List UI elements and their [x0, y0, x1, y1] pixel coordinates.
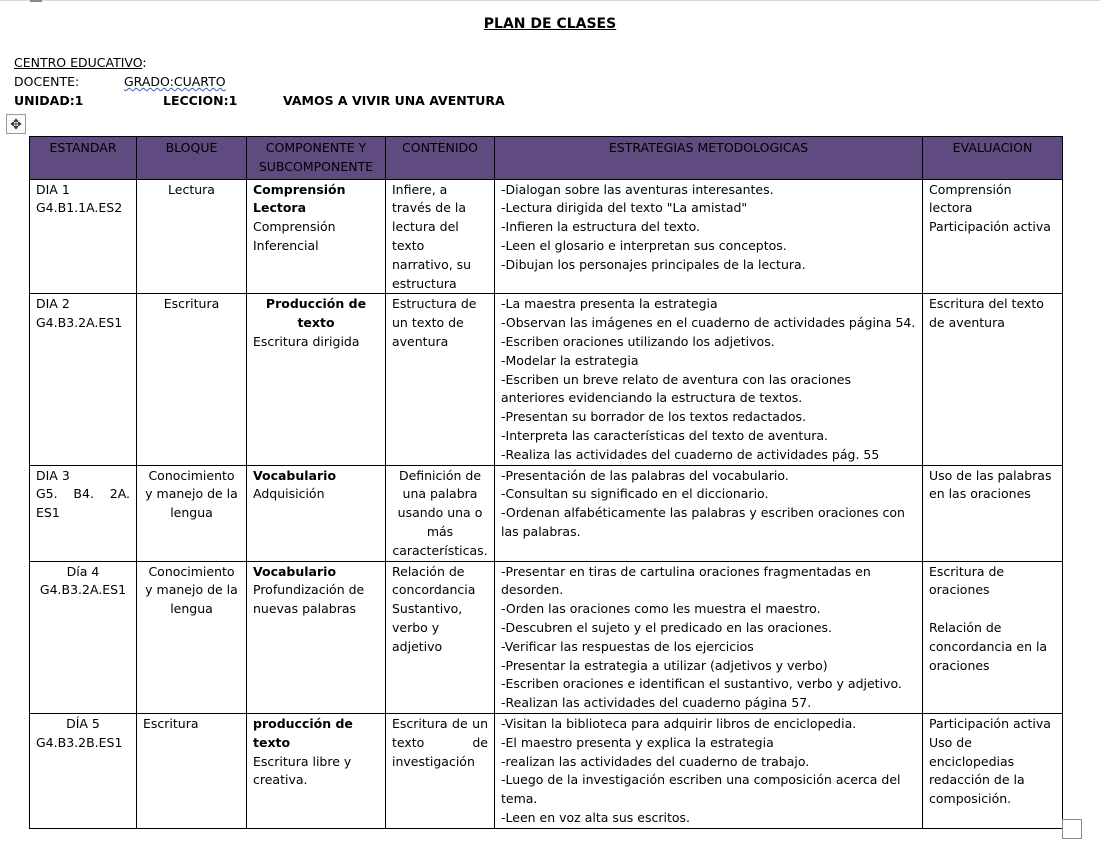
subcomponente-name: Escritura dirigida: [253, 333, 360, 349]
header-docente-label: DOCENTE:: [14, 74, 80, 89]
evaluacion-item: redacción de la composición.: [929, 772, 1025, 807]
estrategias-cell: [495, 179, 923, 294]
componente-name: producción de texto: [253, 715, 353, 750]
componente-name: Vocabulario: [253, 563, 337, 579]
estrategia-item: -Visitan la biblioteca para adquirir libros de enciclopedia.: [501, 715, 857, 731]
dia-label: DÍA 5: [66, 715, 100, 731]
col-header-bloque: BLOQUE: [137, 137, 247, 180]
evaluacion-cell: [923, 713, 1063, 828]
componente-name: Comprensión Lectora: [253, 181, 346, 216]
header-leccion: LECCION:1: [163, 93, 238, 108]
componente-cell: [247, 465, 386, 561]
table-header-row: [30, 137, 1063, 180]
estrategia-item: -Presentan su borrador de los textos redactados.: [501, 409, 807, 425]
contenido-cell: Estructura de un texto de aventura: [386, 294, 495, 465]
evaluacion-item: Participación activa: [929, 715, 1051, 731]
estandar-cell: [30, 179, 137, 294]
evaluacion-item: Escritura de oraciones: [929, 563, 1005, 598]
evaluacion-item: Comprensión lectora: [929, 181, 1012, 216]
subcomponente-name: Comprensión Inferencial: [253, 219, 336, 253]
estrategias-cell: [495, 713, 923, 828]
estandar-cell: [30, 713, 137, 828]
estrategia-item: -Lectura dirigida del texto "La amistad": [501, 200, 748, 216]
estrategias-cell: [495, 561, 923, 713]
evaluacion-cell: [923, 179, 1063, 294]
estrategia-item: -El maestro presenta y explica la estrategia: [501, 734, 774, 750]
dia-label: Día 4: [66, 563, 100, 579]
componente-cell: [247, 179, 386, 294]
header-leccion-title: VAMOS A VIVIR UNA AVENTURA: [283, 93, 505, 108]
estrategia-item: -Interpreta las características del texto de aventura.: [501, 427, 829, 443]
bloque-cell: Conocimiento y manejo de la lengua: [137, 561, 247, 713]
header-centro: CENTRO EDUCATIVO:: [14, 55, 147, 70]
evaluacion-item: Uso de las palabras en las oraciones: [929, 467, 1052, 502]
table-resize-handle[interactable]: [1062, 819, 1082, 839]
estandar-cell: [30, 561, 137, 713]
evaluacion-item: Uso de enciclopedias: [929, 734, 1015, 769]
estrategia-item: -Luego de la investigación escriben una composición acerca del tema.: [501, 772, 901, 807]
estrategia-item: -Infieren la estructura del texto.: [501, 219, 701, 235]
componente-cell: [247, 713, 386, 828]
estrategia-item: -realizan las actividades del cuaderno de trabajo.: [501, 753, 810, 769]
contenido-cell: Escritura de un texto de investigación: [386, 713, 495, 828]
col-header-estrategias: ESTRATEGIAS METODOLOGICAS: [495, 137, 923, 180]
estrategia-item: -Realiza las actividades del cuaderno de actividades pág. 55: [501, 446, 880, 462]
bloque-cell: Escritura: [137, 294, 247, 465]
col-header-componente: COMPONENTE Y SUBCOMPONENTE: [247, 137, 386, 180]
page-title: PLAN DE CLASES: [483, 16, 617, 32]
estandar-code: G4.B3.2A.ES1: [39, 582, 127, 598]
col-header-evaluacion: EVALUACION: [923, 137, 1063, 180]
estrategia-item: -Leen el glosario e interpretan sus conceptos.: [501, 237, 787, 253]
estrategia-item: -Escriben un breve relato de aventura con las oraciones anteriores evidenciando la estructura de textos.: [501, 371, 851, 406]
table-row: [30, 713, 1063, 828]
table-row: [30, 561, 1063, 713]
componente-name: Vocabulario: [253, 467, 337, 483]
estrategia-item: -Presentar en tiras de cartulina oraciones fragmentadas en desorden.: [501, 563, 871, 598]
evaluacion-item: Escritura del texto de aventura: [929, 296, 1044, 331]
estandar-code: G4.B3.2B.ES1: [36, 734, 123, 750]
col-header-estandar: ESTANDAR: [30, 137, 137, 180]
ruler-marker: [30, 0, 42, 2]
bloque-cell: Lectura: [137, 179, 247, 294]
estrategia-item: -Presentar la estrategia a utilizar (adjetivos y verbo): [501, 657, 828, 673]
estrategia-item: -Ordenan alfabéticamente las palabras y escriben oraciones con las palabras.: [501, 505, 905, 539]
evaluacion-cell: [923, 294, 1063, 465]
evaluacion-item: Participación activa: [929, 219, 1051, 235]
subcomponente-name: Adquisición: [253, 486, 325, 502]
estrategia-item: -Presentación de las palabras del vocabulario.: [501, 467, 789, 483]
subcomponente-name: Profundización de nuevas palabras: [253, 582, 365, 617]
subcomponente-name: Escritura libre y creativa.: [253, 753, 352, 788]
contenido-cell: Infiere, a través de la lectura del texto narrativo, su estructura: [386, 179, 495, 294]
estrategia-item: -Descubren el sujeto y el predicado en las oraciones.: [501, 619, 833, 635]
estrategias-cell: [495, 465, 923, 561]
lesson-plan-table: [29, 136, 1063, 829]
table-row: [30, 465, 1063, 561]
table-move-handle-icon[interactable]: ✥: [6, 114, 26, 134]
estrategia-item: -Observan las imágenes en el cuaderno de actividades página 54.: [501, 315, 916, 331]
estrategia-item: -Consultan su significado en el diccionario.: [501, 486, 769, 502]
estrategia-item: -La maestra presenta la estrategia: [501, 296, 718, 312]
estandar-code: G5. B4. 2A. ES1: [36, 486, 134, 521]
estrategia-item: -Escriben oraciones utilizando los adjetivos.: [501, 333, 775, 349]
dia-label: DIA 2: [36, 296, 70, 312]
estrategia-item: -Realizan las actividades del cuaderno página 57.: [501, 695, 812, 711]
estrategia-item: -Leen en voz alta sus escritos.: [501, 809, 691, 825]
evaluacion-cell: [923, 561, 1063, 713]
componente-name: Producción de texto: [265, 296, 367, 331]
estrategia-item: -Verificar las respuestas de los ejercicios: [501, 638, 754, 654]
col-header-contenido: CONTENIDO: [386, 137, 495, 180]
estandar-cell: [30, 294, 137, 465]
estandar-cell: [30, 465, 137, 561]
contenido-cell: Relación de concordancia Sustantivo, verbo y adjetivo: [386, 561, 495, 713]
componente-cell: [247, 294, 386, 465]
estrategia-item: -Escriben oraciones e identifican el sustantivo, verbo y adjetivo.: [501, 676, 902, 692]
estrategia-item: -Orden las oraciones como les muestra el maestro.: [501, 601, 821, 617]
dia-label: DIA 1: [36, 181, 70, 197]
contenido-cell: Definición de una palabra usando una o más características.: [386, 465, 495, 561]
estrategias-cell: [495, 294, 923, 465]
evaluacion-cell: [923, 465, 1063, 561]
table-row: [30, 179, 1063, 294]
estrategia-item: -Modelar la estrategia: [501, 352, 639, 368]
page-top-border: [0, 0, 1100, 1]
dia-label: DIA 3: [36, 467, 70, 483]
bloque-cell: Conocimiento y manejo de la lengua: [137, 465, 247, 561]
estandar-code: G4.B1.1A.ES2: [36, 200, 123, 216]
bloque-cell: Escritura: [137, 713, 247, 828]
estandar-code: G4.B3.2A.ES1: [36, 315, 123, 331]
header-unidad: UNIDAD:1: [14, 93, 84, 108]
estrategia-item: -Dibujan los personajes principales de la lectura.: [501, 256, 806, 272]
estrategia-item: -Dialogan sobre las aventuras interesantes.: [501, 181, 774, 197]
table-row: [30, 294, 1063, 465]
componente-cell: [247, 561, 386, 713]
header-grado: GRADO:CUARTO: [124, 74, 226, 89]
evaluacion-item: Relación de concordancia en la oraciones: [929, 620, 1048, 673]
